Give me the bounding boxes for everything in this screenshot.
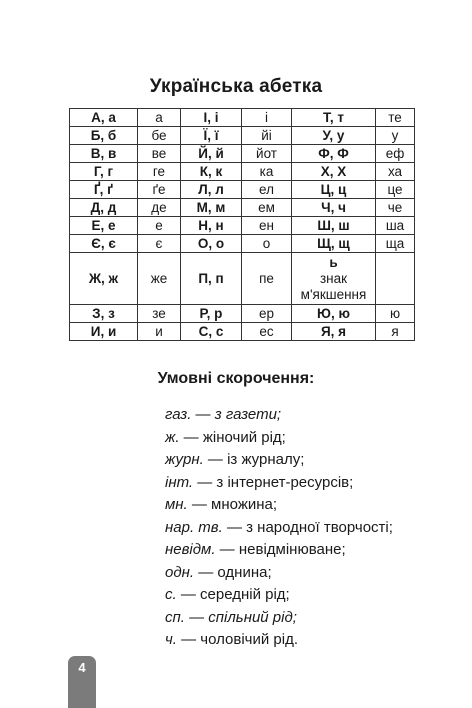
letter-cell: Ю, ю: [292, 305, 376, 323]
letter-cell: Ж, ж: [70, 253, 138, 305]
abbreviation-item: [165, 629, 393, 652]
alphabet-row: [70, 253, 415, 305]
alphabet-row: [70, 109, 415, 127]
page-number-tab: [68, 656, 96, 708]
abbreviations-title: Умовні скорочення:: [157, 370, 315, 387]
letter-name-cell: бе: [138, 127, 181, 145]
letter-name-cell: ха: [376, 163, 415, 181]
soft-sign-cell: [292, 253, 376, 305]
letter-cell: Ф, Ф: [292, 145, 376, 163]
abbreviation-item: [165, 607, 393, 630]
letter-name-cell: ша: [376, 217, 415, 235]
letter-cell: Х, Х: [292, 163, 376, 181]
letter-cell: Ц, ц: [292, 181, 376, 199]
abbreviations-list: [165, 404, 393, 652]
page-title: Українська абетка: [149, 76, 323, 97]
abbreviation-item: [165, 494, 393, 517]
letter-cell: О, о: [181, 235, 242, 253]
letter-name-cell: ве: [138, 145, 181, 163]
abbreviation-item: [165, 449, 393, 472]
letter-cell: Л, л: [181, 181, 242, 199]
letter-name-cell: ге: [138, 163, 181, 181]
letter-cell: М, м: [181, 199, 242, 217]
letter-cell: К, к: [181, 163, 242, 181]
letter-cell: П, п: [181, 253, 242, 305]
letter-name-cell: [376, 253, 415, 305]
letter-cell: В, в: [70, 145, 138, 163]
letter-cell: Н, н: [181, 217, 242, 235]
letter-name-cell: ка: [242, 163, 292, 181]
letter-cell: Р, р: [181, 305, 242, 323]
letter-glyph: ь: [329, 254, 338, 270]
letter-name-cell: я: [376, 323, 415, 341]
letter-name-cell: те: [376, 109, 415, 127]
abbreviation-key: інт.: [165, 473, 194, 491]
abbreviation-key: с.: [165, 586, 177, 603]
abbreviation-item: [165, 404, 393, 427]
letter-cell: У, у: [292, 127, 376, 145]
letter-name-cell: йі: [242, 127, 292, 145]
letter-name-cell: пе: [242, 253, 292, 305]
letter-cell: Г, г: [70, 163, 138, 181]
abbreviation-meaning: — множина;: [187, 496, 278, 513]
abbreviation-item: [165, 472, 393, 495]
letter-name-cell: ер: [242, 305, 292, 323]
letter-name-cell: ю: [376, 305, 415, 323]
abbreviation-meaning: — невідмінюване;: [215, 541, 346, 558]
letter-name-cell: у: [376, 127, 415, 145]
letter-cell: Ч, ч: [292, 199, 376, 217]
letter-name-cell: ен: [242, 217, 292, 235]
abbreviation-item: [165, 427, 393, 450]
letter-cell: З, з: [70, 305, 138, 323]
abbreviation-meaning: — чоловічий рід.: [176, 631, 298, 648]
letter-cell: А, а: [70, 109, 138, 127]
abbreviation-key: сп. — спільний рід;: [165, 608, 297, 626]
letter-name-cell: ем: [242, 199, 292, 217]
abbreviation-item: [165, 562, 393, 585]
alphabet-row: [70, 181, 415, 199]
abbreviation-key: невідм.: [165, 541, 216, 558]
alphabet-row: [70, 305, 415, 323]
letter-name-cell: де: [138, 199, 181, 217]
letter-name-cell: е: [138, 217, 181, 235]
abbreviation-key: мн.: [165, 496, 188, 513]
letter-name-cell: же: [138, 253, 181, 305]
abbreviation-key: одн.: [165, 563, 195, 581]
letter-cell: Ї, ї: [181, 127, 242, 145]
abbreviation-meaning: — із журналу;: [203, 451, 305, 468]
abbreviation-item: [165, 584, 393, 607]
letter-name-cell: є: [138, 235, 181, 253]
letter-cell: С, с: [181, 323, 242, 341]
letter-cell: Я, я: [292, 323, 376, 341]
abbreviation-item: [165, 517, 393, 540]
letter-name: знак м'якшення: [300, 270, 367, 302]
alphabet-row: [70, 163, 415, 181]
letter-name-cell: ес: [242, 323, 292, 341]
letter-name-cell: и: [138, 323, 181, 341]
abbreviation-meaning: — жіночий рід;: [179, 428, 286, 446]
alphabet-row: [70, 199, 415, 217]
letter-name-cell: ел: [242, 181, 292, 199]
abbreviation-meaning: — з народної творчості;: [222, 518, 393, 536]
letter-cell: І, і: [181, 109, 242, 127]
letter-name-cell: це: [376, 181, 415, 199]
abbreviation-key: ч.: [165, 631, 177, 648]
letter-name-cell: о: [242, 235, 292, 253]
abbreviation-key: журн.: [165, 451, 204, 468]
letter-name-cell: ща: [376, 235, 415, 253]
letter-cell: Е, е: [70, 217, 138, 235]
abbreviation-key: газ. — з газети;: [165, 406, 282, 423]
alphabet-row: [70, 127, 415, 145]
alphabet-row: [70, 145, 415, 163]
letter-cell: Т, т: [292, 109, 376, 127]
letter-cell: Й, й: [181, 145, 242, 163]
alphabet-row: [70, 235, 415, 253]
alphabet-row: [70, 323, 415, 341]
abbreviation-key: нар. тв.: [165, 518, 223, 536]
letter-cell: Є, є: [70, 235, 138, 253]
alphabet-row: [70, 217, 415, 235]
letter-name-cell: йот: [242, 145, 292, 163]
letter-name-cell: і: [242, 109, 292, 127]
letter-cell: Щ, щ: [292, 235, 376, 253]
abbreviation-key: ж.: [165, 428, 180, 446]
letter-cell: Б, б: [70, 127, 138, 145]
alphabet-table: [69, 108, 415, 341]
letter-name-cell: че: [376, 199, 415, 217]
abbreviation-meaning: — середній рід;: [176, 586, 290, 603]
letter-name-cell: а: [138, 109, 181, 127]
letter-name-cell: ґе: [138, 181, 181, 199]
abbreviation-meaning: — з інтернет-ресурсів;: [193, 473, 354, 491]
letter-cell: Ґ, ґ: [70, 181, 138, 199]
letter-cell: И, и: [70, 323, 138, 341]
abbreviation-meaning: — однина;: [194, 563, 272, 581]
letter-cell: Д, д: [70, 199, 138, 217]
letter-cell: Ш, ш: [292, 217, 376, 235]
page-number: 4: [78, 660, 86, 675]
letter-name-cell: зе: [138, 305, 181, 323]
letter-name-cell: еф: [376, 145, 415, 163]
abbreviation-item: [165, 539, 393, 562]
